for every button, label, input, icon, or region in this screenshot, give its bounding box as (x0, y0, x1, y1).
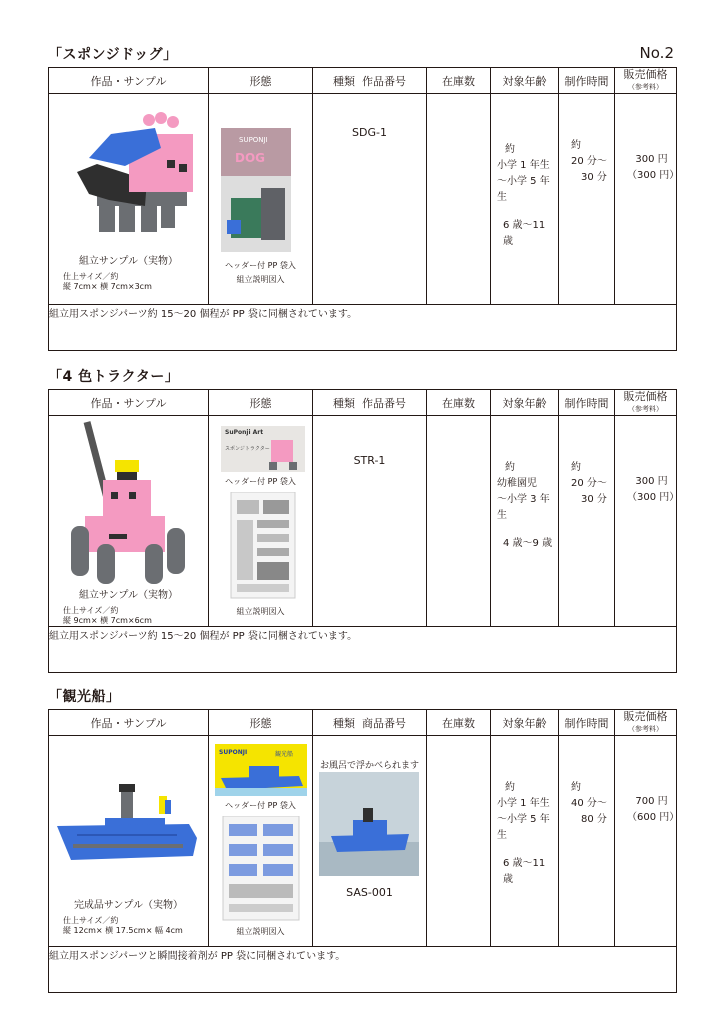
page-number: No.2 (639, 44, 674, 62)
header-stock: 在庫数 (427, 710, 491, 736)
dog-sample-image (49, 94, 209, 244)
section-title-dog: 「スポンジドッグ」 (48, 47, 178, 63)
form-cell (209, 736, 313, 947)
code-cell (313, 416, 427, 627)
header-stock: 在庫数 (427, 68, 491, 94)
header-price: 販売価格 （参考料） (615, 390, 677, 416)
sample-cell (49, 736, 209, 947)
section-title-tractor: 「4 色トラクター」 (48, 369, 180, 385)
header-kind: 種類 作品番号 (313, 68, 427, 94)
code-cell (313, 94, 427, 305)
age-range: 約 小学 1 年生 ～小学 5 年生 6 歳～11 歳 (497, 782, 550, 885)
product-note: 組立用スポンジパーツ約 15～20 個程が PP 袋に同梱されています。 (49, 627, 677, 673)
age-range: 約 幼稚園児 ～小学 3 年生 4 歳～9 歳 (497, 462, 553, 549)
age-cell (491, 736, 559, 947)
header-work: 作品・サンプル (49, 710, 209, 736)
package-image (209, 128, 313, 258)
note-row (49, 947, 677, 993)
price: 300 円 （300 円） (627, 476, 680, 503)
product-table-dog (48, 67, 680, 351)
stock-cell (427, 736, 491, 947)
time-cell (559, 416, 615, 627)
form-caption: ヘッダー付 PP 袋入 (225, 801, 296, 810)
header-row (49, 390, 677, 416)
header-age: 対象年齢 (491, 710, 559, 736)
form-caption: ヘッダー付 PP 袋入 (225, 477, 296, 486)
note-row (49, 627, 677, 673)
svg-text:SUPONJI: SUPONJI (239, 136, 268, 144)
time-cell (559, 736, 615, 947)
instruction-sheet-image (209, 816, 313, 924)
svg-text:DOG: DOG (235, 151, 266, 165)
age-range: 約 小学 1 年生 ～小学 5 年生 6 歳～11 歳 (497, 144, 550, 247)
form-cell (209, 94, 313, 305)
ship-sample-image (49, 756, 209, 896)
product-row (49, 94, 677, 305)
product-code: SAS-001 (346, 886, 393, 899)
svg-text:SUPONJI: SUPONJI (219, 749, 248, 756)
product-table-tractor (48, 389, 680, 673)
bath-caption: お風呂で浮かべられます (319, 761, 419, 771)
header-stock: 在庫数 (427, 390, 491, 416)
form-caption-2: 組立説明図入 (236, 275, 285, 284)
header-age: 対象年齢 (491, 390, 559, 416)
header-time: 制作時間 (559, 68, 615, 94)
svg-text:観光船: 観光船 (275, 751, 294, 758)
production-time: 約 20 分～ 30 分 (571, 462, 607, 505)
sample-caption: 完成品サンプル（実物） (73, 900, 184, 911)
price-cell (615, 94, 680, 305)
price: 300 円 （300 円） (627, 154, 680, 181)
header-time: 制作時間 (559, 390, 615, 416)
product-table-ship (48, 709, 680, 993)
sample-size: 仕上サイズ／約 縦 7cm× 横 7cm×3cm (63, 272, 152, 291)
header-work: 作品・サンプル (49, 68, 209, 94)
sample-size: 仕上サイズ／約 縦 9cm× 横 7cm×6cm (63, 606, 152, 625)
product-row (49, 736, 677, 947)
product-note: 組立用スポンジパーツ約 15～20 個程が PP 袋に同梱されています。 (49, 305, 677, 351)
price-cell (615, 416, 680, 627)
sample-cell (49, 94, 209, 305)
price-cell (615, 736, 680, 947)
header-kind: 種類 商品番号 (313, 710, 427, 736)
header-row (49, 710, 677, 736)
header-work: 作品・サンプル (49, 390, 209, 416)
header-price: 販売価格 （参考料） (615, 68, 677, 94)
stock-cell (427, 94, 491, 305)
package-image (209, 744, 313, 798)
product-note: 組立用スポンジパーツと瞬間接着剤が PP 袋に同梱されています。 (49, 947, 677, 993)
header-form: 形態 (209, 68, 313, 94)
header-price: 販売価格 （参考料） (615, 710, 677, 736)
product-code: STR-1 (353, 454, 386, 467)
svg-text:スポンジトラクター: スポンジトラクター (225, 446, 270, 452)
form-cell (209, 416, 313, 627)
product-row (49, 416, 677, 627)
production-time: 約 20 分～ 30 分 (571, 140, 607, 183)
form-caption: ヘッダー付 PP 袋入 (225, 261, 296, 270)
production-time: 約 40 分～ 80 分 (571, 782, 607, 825)
price: 700 円 （600 円） (627, 796, 680, 823)
product-code: SDG-1 (352, 126, 387, 139)
code-cell (313, 736, 427, 947)
bath-photo-image (313, 772, 427, 880)
instruction-sheet-image (209, 492, 313, 602)
time-cell (559, 94, 615, 305)
age-cell (491, 94, 559, 305)
header-form: 形態 (209, 710, 313, 736)
age-cell (491, 416, 559, 627)
header-age: 対象年齢 (491, 68, 559, 94)
form-caption-2: 組立説明図入 (236, 607, 285, 616)
note-row (49, 305, 677, 351)
header-time: 制作時間 (559, 710, 615, 736)
header-row (49, 68, 677, 94)
stock-cell (427, 416, 491, 627)
header-form: 形態 (209, 390, 313, 416)
sample-caption: 組立サンプル（実物） (78, 590, 179, 601)
section-title-ship: 「観光船」 (48, 689, 121, 705)
sample-cell (49, 416, 209, 627)
package-image (209, 426, 313, 474)
tractor-sample-image (49, 416, 209, 586)
sample-caption: 組立サンプル（実物） (78, 256, 179, 267)
header-kind: 種類 作品番号 (313, 390, 427, 416)
sample-size: 仕上サイズ／約 縦 12cm× 横 17.5cm× 幅 4cm (63, 916, 183, 935)
svg-text:SuPonji Art: SuPonji Art (225, 429, 264, 436)
form-caption-2: 組立説明図入 (236, 927, 285, 936)
